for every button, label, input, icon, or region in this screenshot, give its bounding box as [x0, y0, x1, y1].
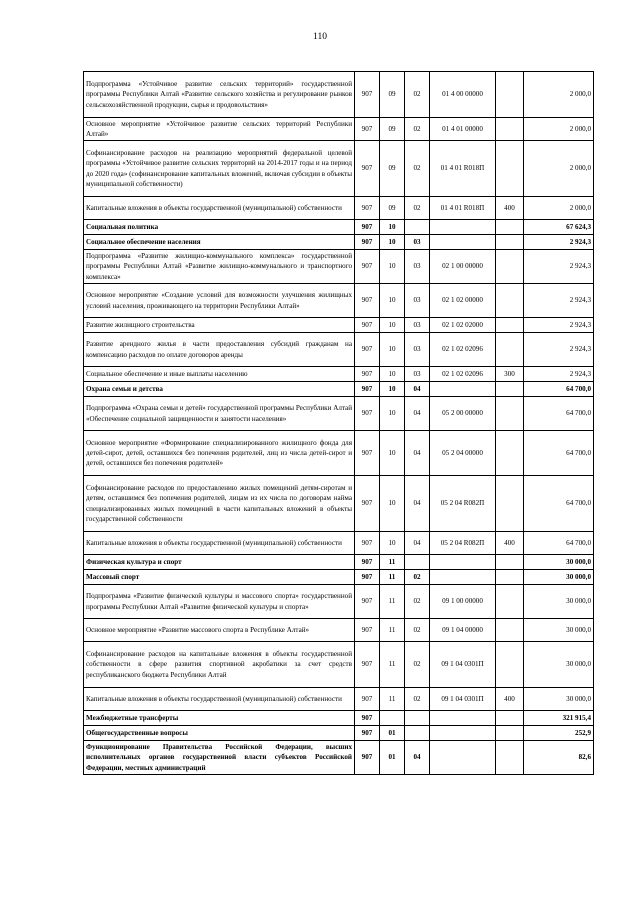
table-row — [84, 235, 594, 250]
row-amount: 30 000,0 — [524, 642, 594, 688]
row-amount: 64 700,0 — [524, 532, 594, 555]
row-grbs-code: 907 — [355, 250, 380, 284]
row-subsection-code — [405, 555, 430, 570]
row-grbs-code: 907 — [355, 642, 380, 688]
row-grbs-code: 907 — [355, 118, 380, 141]
row-section-code: 10 — [380, 284, 405, 318]
row-subsection-code: 04 — [405, 532, 430, 555]
row-grbs-code: 907 — [355, 570, 380, 585]
row-name: Основное мероприятие «Создание условий для возможности улучшения жилищных условий населения, проживающего на территории Республики Алтай» — [84, 284, 355, 318]
row-section-code: 11 — [380, 570, 405, 585]
table-row — [84, 197, 594, 220]
row-expense-type-code — [496, 333, 524, 367]
row-name: Софинансирование расходов на реализацию мероприятий федеральной целевой программы «Устойчивое развитие сельских территорий на 2014-2017 годы и на период до 2020 года» (софинансирование капитальных вложений, включая субсидии в объекты муниципальной собственности) — [84, 141, 355, 197]
page-number: 110 — [313, 32, 327, 42]
row-name: Основное мероприятие «Развитие массового спорта в Республике Алтай» — [84, 619, 355, 642]
row-target-article-code — [430, 570, 496, 585]
table-row — [84, 711, 594, 726]
row-amount: 2 924,3 — [524, 284, 594, 318]
row-amount: 2 000,0 — [524, 197, 594, 220]
row-section-code: 10 — [380, 250, 405, 284]
row-expense-type-code — [496, 250, 524, 284]
row-subsection-code: 04 — [405, 431, 430, 476]
row-section-code: 10 — [380, 476, 405, 532]
row-section-code: 09 — [380, 197, 405, 220]
row-subsection-code: 04 — [405, 397, 430, 431]
row-name: Межбюджетные трансферты — [84, 711, 355, 726]
row-target-article-code — [430, 711, 496, 726]
row-section-code: 10 — [380, 318, 405, 333]
row-target-article-code: 09 1 04 00000 — [430, 619, 496, 642]
row-expense-type-code — [496, 235, 524, 250]
row-amount: 2 924,3 — [524, 235, 594, 250]
row-subsection-code: 02 — [405, 642, 430, 688]
table-row — [84, 333, 594, 367]
row-expense-type-code: 400 — [496, 197, 524, 220]
row-name: Развитие жилищного строительства — [84, 318, 355, 333]
row-subsection-code — [405, 220, 430, 235]
row-subsection-code: 03 — [405, 250, 430, 284]
row-expense-type-code: 300 — [496, 367, 524, 382]
row-grbs-code: 907 — [355, 585, 380, 619]
row-section-code: 01 — [380, 726, 405, 741]
row-amount: 30 000,0 — [524, 688, 594, 711]
row-amount: 2 000,0 — [524, 118, 594, 141]
row-section-code: 11 — [380, 619, 405, 642]
row-amount: 64 700,0 — [524, 476, 594, 532]
row-section-code: 09 — [380, 72, 405, 118]
row-expense-type-code — [496, 318, 524, 333]
row-amount: 30 000,0 — [524, 555, 594, 570]
row-name: Капитальные вложения в объекты государственной (муниципальной) собственности — [84, 197, 355, 220]
row-expense-type-code — [496, 476, 524, 532]
row-section-code: 10 — [380, 367, 405, 382]
row-subsection-code: 03 — [405, 235, 430, 250]
row-name: Подпрограмма «Охрана семьи и детей» государственной программы Республики Алтай «Обеспечение социальной защищенности и занятости населения» — [84, 397, 355, 431]
table-row — [84, 367, 594, 382]
row-expense-type-code — [496, 141, 524, 197]
row-target-article-code — [430, 235, 496, 250]
row-subsection-code: 02 — [405, 197, 430, 220]
row-name: Социальная политика — [84, 220, 355, 235]
row-name: Массовый спорт — [84, 570, 355, 585]
row-target-article-code: 01 4 01 R018П — [430, 197, 496, 220]
row-amount: 2 000,0 — [524, 72, 594, 118]
row-section-code: 11 — [380, 688, 405, 711]
row-grbs-code: 907 — [355, 711, 380, 726]
row-amount: 2 924,3 — [524, 333, 594, 367]
row-section-code: 11 — [380, 642, 405, 688]
table-row — [84, 741, 594, 775]
table-row — [84, 220, 594, 235]
row-name: Социальное обеспечение населения — [84, 235, 355, 250]
table-row — [84, 250, 594, 284]
row-name: Подпрограмма «Развитие физической культуры и массового спорта» государственной программы Республики Алтай «Развитие физической культуры и спорта» — [84, 585, 355, 619]
row-expense-type-code — [496, 72, 524, 118]
row-name: Капитальные вложения в объекты государственной (муниципальной) собственности — [84, 688, 355, 711]
row-grbs-code: 907 — [355, 367, 380, 382]
row-amount: 30 000,0 — [524, 570, 594, 585]
row-target-article-code: 05 2 04 00000 — [430, 431, 496, 476]
row-target-article-code — [430, 382, 496, 397]
table-row — [84, 555, 594, 570]
row-target-article-code — [430, 555, 496, 570]
row-name: Основное мероприятие «Формирование специализированного жилищного фонда для детей-сирот, детей, оставшихся без попечения родителей, лиц из числа детей-сирот и детей, оставшихся без попечения родителей» — [84, 431, 355, 476]
row-expense-type-code — [496, 741, 524, 775]
row-amount: 67 624,3 — [524, 220, 594, 235]
table-row — [84, 642, 594, 688]
row-grbs-code: 907 — [355, 532, 380, 555]
row-section-code: 10 — [380, 382, 405, 397]
row-subsection-code: 03 — [405, 318, 430, 333]
table-row — [84, 431, 594, 476]
row-subsection-code: 02 — [405, 585, 430, 619]
row-section-code: 10 — [380, 431, 405, 476]
row-target-article-code: 05 2 04 R082П — [430, 476, 496, 532]
row-grbs-code: 907 — [355, 431, 380, 476]
table-row — [84, 72, 594, 118]
row-name: Подпрограмма «Развитие жилищно-коммунального комплекса» государственной программы Республики Алтай «Развитие жилищно-коммунального и транспортного комплекса» — [84, 250, 355, 284]
row-name: Капитальные вложения в объекты государственной (муниципальной) собственности — [84, 532, 355, 555]
row-subsection-code: 02 — [405, 118, 430, 141]
row-expense-type-code — [496, 726, 524, 741]
table-row — [84, 726, 594, 741]
row-expense-type-code — [496, 585, 524, 619]
row-amount: 2 000,0 — [524, 141, 594, 197]
row-target-article-code: 02 1 02 02096 — [430, 333, 496, 367]
row-subsection-code: 02 — [405, 619, 430, 642]
budget-table — [83, 71, 594, 775]
row-target-article-code: 05 2 04 R082П — [430, 532, 496, 555]
row-grbs-code: 907 — [355, 333, 380, 367]
row-section-code — [380, 711, 405, 726]
row-expense-type-code — [496, 711, 524, 726]
row-grbs-code: 907 — [355, 726, 380, 741]
row-grbs-code: 907 — [355, 619, 380, 642]
row-target-article-code: 02 1 02 00000 — [430, 284, 496, 318]
row-name: Основное мероприятие «Устойчивое развитие сельских территорий Республики Алтай» — [84, 118, 355, 141]
row-expense-type-code — [496, 642, 524, 688]
row-section-code: 10 — [380, 397, 405, 431]
table-row — [84, 382, 594, 397]
row-section-code: 10 — [380, 333, 405, 367]
row-grbs-code: 907 — [355, 235, 380, 250]
row-section-code: 10 — [380, 220, 405, 235]
row-expense-type-code — [496, 619, 524, 642]
row-subsection-code: 02 — [405, 141, 430, 197]
table-row — [84, 284, 594, 318]
row-name: Функционирование Правительства Российской Федерации, высших исполнительных органов государственной власти субъектов Российской Федерации, местных администраций — [84, 741, 355, 775]
row-target-article-code: 02 1 02 02000 — [430, 318, 496, 333]
table-row — [84, 397, 594, 431]
table-row — [84, 318, 594, 333]
row-target-article-code: 02 1 00 00000 — [430, 250, 496, 284]
row-target-article-code: 01 4 00 00000 — [430, 72, 496, 118]
row-grbs-code: 907 — [355, 318, 380, 333]
row-grbs-code: 907 — [355, 141, 380, 197]
table-row — [84, 570, 594, 585]
row-grbs-code: 907 — [355, 741, 380, 775]
row-expense-type-code: 400 — [496, 688, 524, 711]
row-amount: 30 000,0 — [524, 585, 594, 619]
row-expense-type-code — [496, 284, 524, 318]
row-expense-type-code — [496, 570, 524, 585]
row-amount: 321 915,4 — [524, 711, 594, 726]
row-subsection-code: 03 — [405, 333, 430, 367]
row-name: Физическая культура и спорт — [84, 555, 355, 570]
row-amount: 2 924,3 — [524, 367, 594, 382]
row-subsection-code: 04 — [405, 382, 430, 397]
row-amount: 64 700,0 — [524, 382, 594, 397]
table-row — [84, 476, 594, 532]
row-section-code: 11 — [380, 585, 405, 619]
row-section-code: 09 — [380, 118, 405, 141]
row-subsection-code: 03 — [405, 284, 430, 318]
row-section-code: 10 — [380, 235, 405, 250]
row-expense-type-code — [496, 382, 524, 397]
row-section-code: 11 — [380, 555, 405, 570]
table-row — [84, 118, 594, 141]
row-target-article-code — [430, 220, 496, 235]
row-grbs-code: 907 — [355, 220, 380, 235]
row-subsection-code: 02 — [405, 688, 430, 711]
table-row — [84, 585, 594, 619]
row-target-article-code: 09 1 04 0301П — [430, 642, 496, 688]
row-subsection-code: 02 — [405, 72, 430, 118]
row-subsection-code: 04 — [405, 741, 430, 775]
row-subsection-code: 03 — [405, 367, 430, 382]
row-name: Охрана семьи и детства — [84, 382, 355, 397]
row-section-code: 10 — [380, 532, 405, 555]
row-amount: 2 924,3 — [524, 318, 594, 333]
row-name: Софинансирование расходов по предоставлению жилых помещений детям-сиротам и детям, оставшимся без попечения родителей, лицам из их числа по договорам найма специализированных жилых помещений в части капитальных вложений в объекты государственной собственности — [84, 476, 355, 532]
row-expense-type-code — [496, 118, 524, 141]
row-section-code: 01 — [380, 741, 405, 775]
row-grbs-code: 907 — [355, 284, 380, 318]
row-target-article-code: 09 1 04 0301П — [430, 688, 496, 711]
row-name: Подпрограмма «Устойчивое развитие сельских территорий» государственной программы Республики Алтай «Развитие сельского хозяйства и регулирование рынков сельскохозяйственной продукции, сырья и продовольствия» — [84, 72, 355, 118]
row-section-code: 09 — [380, 141, 405, 197]
row-amount: 2 924,3 — [524, 250, 594, 284]
row-grbs-code: 907 — [355, 555, 380, 570]
row-grbs-code: 907 — [355, 72, 380, 118]
row-target-article-code: 05 2 00 00000 — [430, 397, 496, 431]
row-name: Софинансирование расходов на капитальные вложения в объекты государственной собственности в сфере развития спортивной акробатики за счет средств республиканского бюджета Республики Алтай — [84, 642, 355, 688]
table-row — [84, 688, 594, 711]
row-target-article-code: 01 4 01 R018П — [430, 141, 496, 197]
row-amount: 64 700,0 — [524, 431, 594, 476]
row-expense-type-code: 400 — [496, 532, 524, 555]
table-row — [84, 619, 594, 642]
row-amount: 82,6 — [524, 741, 594, 775]
row-name: Социальное обеспечение и иные выплаты населению — [84, 367, 355, 382]
row-grbs-code: 907 — [355, 476, 380, 532]
row-expense-type-code — [496, 220, 524, 235]
row-target-article-code — [430, 741, 496, 775]
row-amount: 252,9 — [524, 726, 594, 741]
row-amount: 64 700,0 — [524, 397, 594, 431]
row-target-article-code — [430, 726, 496, 741]
row-amount: 30 000,0 — [524, 619, 594, 642]
row-name: Развитие арендного жилья в части предоставления субсидий гражданам на компенсацию расходов по оплате договоров аренды — [84, 333, 355, 367]
row-grbs-code: 907 — [355, 197, 380, 220]
row-grbs-code: 907 — [355, 397, 380, 431]
row-subsection-code: 02 — [405, 570, 430, 585]
row-target-article-code: 02 1 02 02096 — [430, 367, 496, 382]
table-row — [84, 532, 594, 555]
row-expense-type-code — [496, 397, 524, 431]
table-body — [84, 72, 594, 775]
row-subsection-code — [405, 726, 430, 741]
row-subsection-code — [405, 711, 430, 726]
row-expense-type-code — [496, 431, 524, 476]
row-subsection-code: 04 — [405, 476, 430, 532]
row-name: Общегосударственные вопросы — [84, 726, 355, 741]
table-row — [84, 141, 594, 197]
row-grbs-code: 907 — [355, 382, 380, 397]
row-target-article-code: 01 4 01 00000 — [430, 118, 496, 141]
row-expense-type-code — [496, 555, 524, 570]
row-grbs-code: 907 — [355, 688, 380, 711]
row-target-article-code: 09 1 00 00000 — [430, 585, 496, 619]
